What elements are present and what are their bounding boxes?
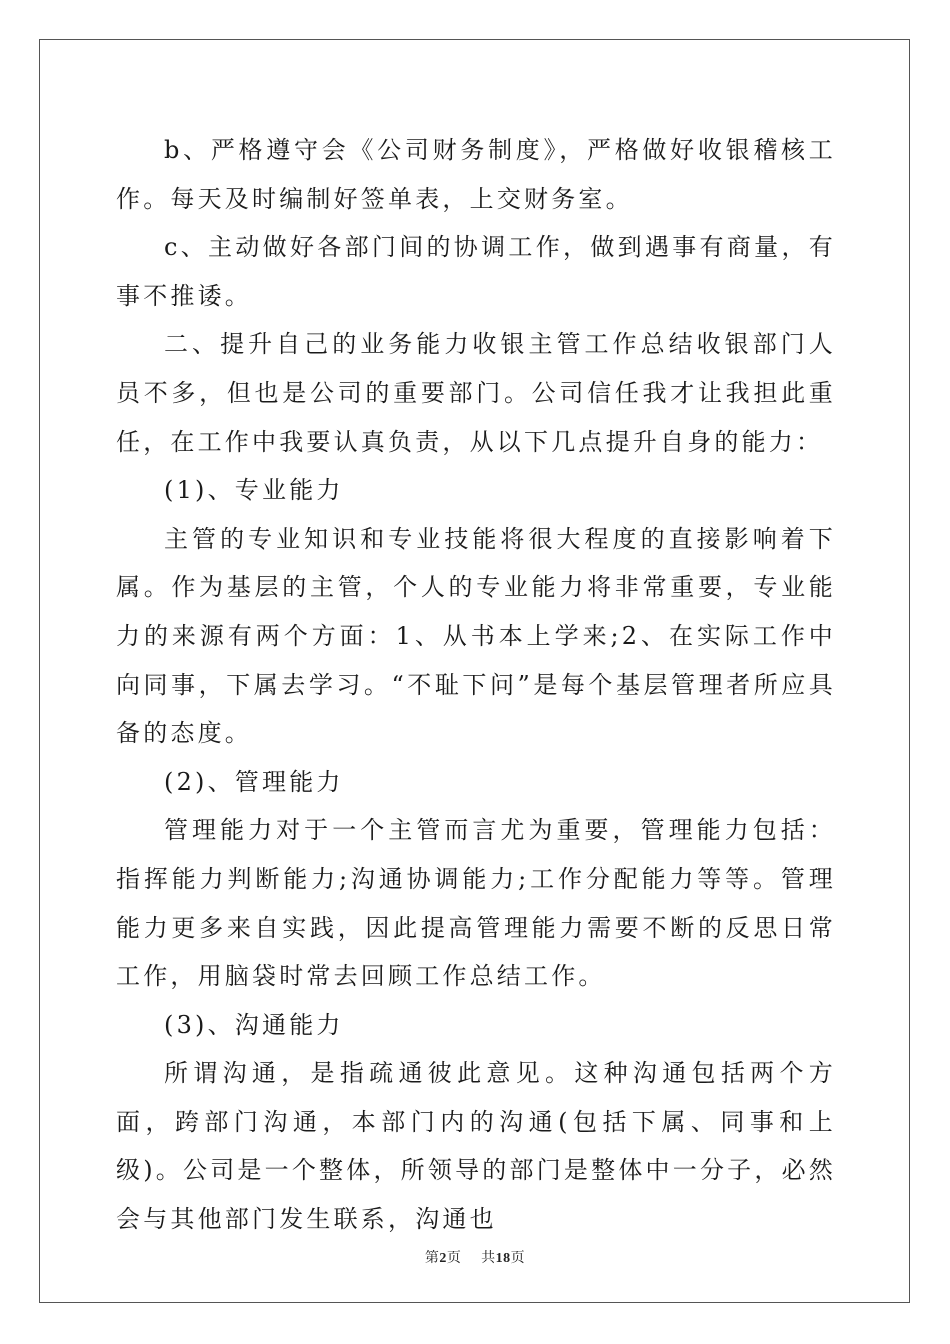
- subheading-professional-ability: (1)、专业能力: [164, 476, 344, 505]
- subheading-management-ability: (2)、管理能力: [164, 767, 344, 796]
- page-suffix: 页: [446, 1250, 462, 1266]
- page-footer: [0, 1247, 950, 1267]
- paragraph-communication-ability: 所谓沟通，是指疏通彼此意见。这种沟通包括两个方面，跨部门沟通，本部门内的沟通(包括下属、同事和上级)。公司是一个整体，所领导的部门是整体中一分子，必然会与其他部门发生联系，沟通也: [116, 1059, 836, 1234]
- paragraph-b-finance-rules: b、严格遵守会《公司财务制度》，严格做好收银稽核工作。每天及时编制好签单表，上交财务室。: [116, 136, 836, 213]
- paragraph-c-coordination: c、主动做好各部门间的协调工作，做到遇事有商量，有事不推诿。: [116, 233, 836, 310]
- page-prefix: 第: [424, 1250, 440, 1266]
- current-page-number: 2: [439, 1251, 447, 1266]
- total-prefix: 共: [481, 1250, 496, 1266]
- document-body: [116, 126, 836, 1244]
- subheading-communication-ability: (3)、沟通能力: [164, 1010, 344, 1039]
- total-page-number: 18: [495, 1251, 511, 1266]
- total-suffix: 页: [510, 1250, 526, 1266]
- paragraph-professional-ability: 主管的专业知识和专业技能将很大程度的直接影响着下属。作为基层的主管，个人的专业能力将非常重要，专业能力的来源有两个方面：1、从书本上学来;2、在实际工作中向同事，下属去学习。“不耻下问”是每个基层管理者所应具备的态度。: [116, 524, 836, 748]
- paragraph-management-ability: 管理能力对于一个主管而言尤为重要，管理能力包括：指挥能力判断能力;沟通协调能力;工作分配能力等等。管理能力更多来自实践，因此提高管理能力需要不断的反思日常工作，用脑袋时常去回顾工作总结工作。: [116, 816, 836, 991]
- paragraph-section-two: 二、提升自己的业务能力收银主管工作总结收银部门人员不多，但也是公司的重要部门。公司信任我才让我担此重任，在工作中我要认真负责，从以下几点提升自身的能力：: [116, 330, 836, 456]
